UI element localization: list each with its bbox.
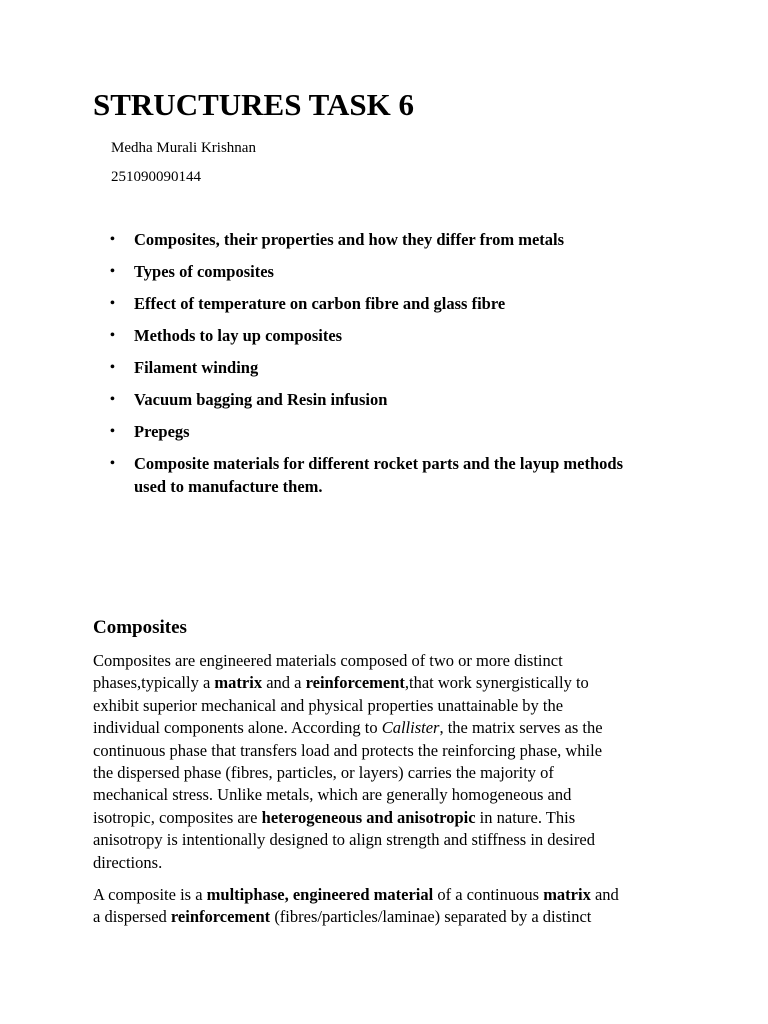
text-run: a dispersed <box>93 907 171 927</box>
text-run: (fibres/particles/laminae) separated by a distinct <box>270 907 592 927</box>
text-run: and <box>590 885 619 904</box>
paragraph-line <box>93 906 673 928</box>
topic-text: Prepegs <box>134 422 190 441</box>
bullet-icon: • <box>110 232 115 247</box>
paragraph-line <box>93 784 673 806</box>
paragraph-line <box>93 672 673 694</box>
text-run: of a continuous <box>433 885 544 904</box>
topic-text: Methods to lay up composites <box>134 326 343 345</box>
paragraph-line <box>93 884 673 906</box>
topic-list-item <box>93 420 673 443</box>
text-run: in nature. This <box>475 807 576 827</box>
paragraph-line <box>93 807 673 829</box>
bullet-icon: • <box>110 296 115 311</box>
text-run: A composite is a <box>93 885 207 904</box>
text-run: directions. <box>93 852 163 872</box>
text-run: mechanical stress. Unlike metals, which are generally homogeneous and <box>93 785 572 805</box>
bold-term: matrix <box>543 885 591 904</box>
paragraph-line <box>93 717 673 739</box>
paragraph-line <box>93 695 673 717</box>
topic-list-item <box>93 356 673 379</box>
text-run: exhibit superior mechanical and physical properties unattainable by the <box>93 695 564 715</box>
paragraph-line <box>93 740 673 762</box>
author-name: Medha Murali Krishnan <box>111 140 256 156</box>
bullet-icon: • <box>110 392 115 407</box>
text-run: ,that work synergistically to <box>404 673 589 693</box>
section-heading: Composites <box>93 617 187 638</box>
paragraph-line <box>93 829 673 851</box>
bold-term: heterogeneous and anisotropic <box>261 807 476 827</box>
text-run: anisotropy is intentionally designed to align strength and stiffness in desired <box>93 830 595 850</box>
topic-list-item <box>93 292 673 315</box>
text-run: and a <box>262 673 306 693</box>
topic-text: Composites, their properties and how they differ from metals <box>134 230 565 249</box>
text-run: phases,typically a <box>93 673 215 693</box>
topic-list-item <box>93 388 673 411</box>
text-run: individual components alone. According to <box>93 718 382 738</box>
bold-term: matrix <box>214 673 263 693</box>
document-title: STRUCTURES TASK 6 <box>93 87 415 122</box>
bullet-icon: • <box>110 264 115 279</box>
text-run: isotropic, composites are <box>93 807 262 827</box>
topic-text: Filament winding <box>134 358 259 377</box>
text-run: , the matrix serves as the <box>439 718 603 738</box>
paragraph-composites-definition <box>93 650 673 874</box>
bold-term: reinforcement <box>305 673 405 693</box>
topic-list-item <box>93 228 673 251</box>
topic-list-item <box>93 260 673 283</box>
text-run: Composites are engineered materials composed of two or more distinct <box>93 651 563 670</box>
topic-list <box>93 228 673 507</box>
topic-text: Vacuum bagging and Resin infusion <box>134 390 388 409</box>
bold-term: multiphase, engineered material <box>206 885 434 904</box>
paragraph-line <box>93 852 673 874</box>
text-run: the dispersed phase (fibres, particles, or layers) carries the majority of <box>93 763 554 783</box>
topic-text: Types of composites <box>134 262 274 281</box>
topic-list-item <box>93 324 673 347</box>
text-run: continuous phase that transfers load and protects the reinforcing phase, while <box>93 740 603 760</box>
topic-list-item <box>93 452 673 498</box>
paragraph-line <box>93 762 673 784</box>
paragraph-line <box>93 650 673 672</box>
paragraph-composite-multiphase <box>93 884 673 929</box>
bold-term: reinforcement <box>170 907 271 927</box>
bullet-icon: • <box>110 360 115 375</box>
bullet-icon: • <box>110 328 115 343</box>
topic-text: Effect of temperature on carbon fibre and glass fibre <box>134 294 506 313</box>
italic-citation: Callister <box>381 718 440 738</box>
topic-text: Composite materials for different rocket parts and the layup methods <box>134 454 624 473</box>
topic-text: used to manufacture them. <box>134 477 323 496</box>
bullet-icon: • <box>110 456 115 471</box>
roll-number: 251090090144 <box>111 169 201 185</box>
bullet-icon: • <box>110 424 115 439</box>
